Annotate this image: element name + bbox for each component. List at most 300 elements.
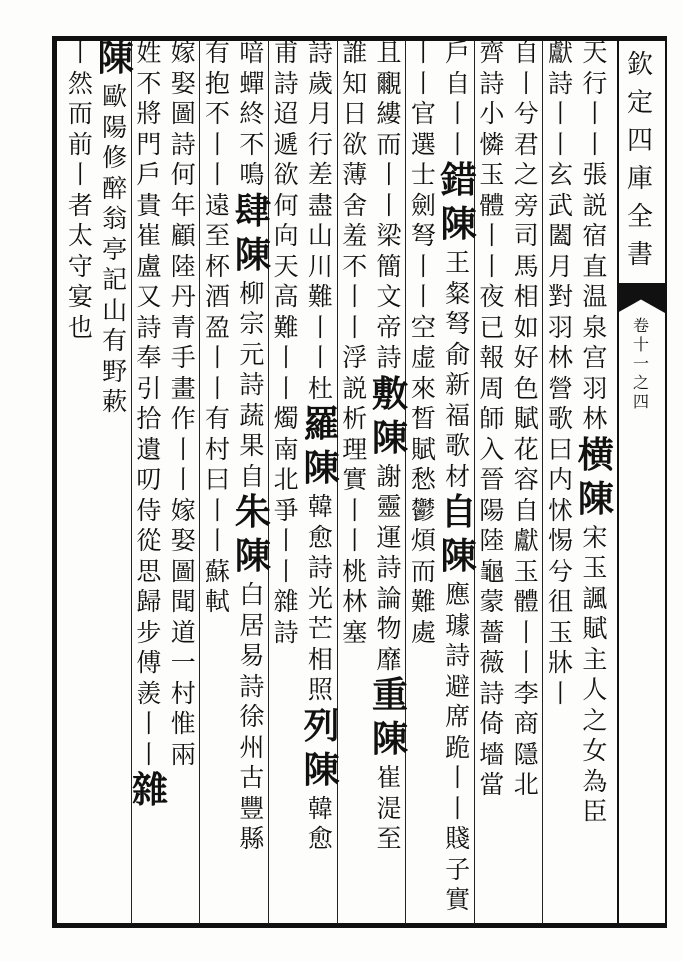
text-char: 崔 bbox=[376, 763, 402, 792]
text-char: 塞 bbox=[342, 617, 368, 647]
text-char: 高 bbox=[273, 282, 299, 311]
text-char: 歌 bbox=[548, 404, 574, 433]
headword-char: 羅 bbox=[303, 403, 340, 445]
headword-char: 陳 bbox=[97, 37, 134, 79]
text-char: 知 bbox=[342, 68, 368, 98]
text-char: 營 bbox=[548, 373, 574, 403]
repeat-mark: 丨 bbox=[205, 343, 231, 372]
text-char: 抱 bbox=[205, 68, 231, 98]
text-char: 崔 bbox=[136, 221, 162, 250]
text-char: 誰 bbox=[342, 38, 368, 67]
text-column bbox=[200, 40, 234, 924]
text-char: 顧 bbox=[170, 221, 196, 250]
text-char: 天 bbox=[273, 251, 299, 281]
text-char: 避 bbox=[445, 671, 471, 701]
text-char: 直 bbox=[582, 251, 608, 281]
text-char: 王 bbox=[445, 248, 471, 277]
text-char: 蘇 bbox=[205, 556, 231, 586]
text-char: 武 bbox=[548, 190, 574, 220]
text-char: 歌 bbox=[445, 431, 471, 460]
text-char: 惕 bbox=[548, 526, 574, 555]
text-char: 思 bbox=[136, 556, 162, 586]
text-char: 已 bbox=[479, 312, 505, 342]
headword-char: 雜 bbox=[131, 769, 168, 811]
text-char: 鬱 bbox=[410, 495, 436, 525]
text-char: 縣 bbox=[239, 824, 265, 853]
repeat-mark: 丨 bbox=[410, 251, 436, 281]
text-char: 易 bbox=[239, 641, 265, 670]
text-column bbox=[132, 40, 166, 924]
text-char: 臣 bbox=[582, 797, 608, 826]
text-char: 陸 bbox=[479, 526, 505, 555]
text-char: 物 bbox=[376, 614, 402, 643]
text-char: 靡 bbox=[376, 644, 402, 674]
text-char: 門 bbox=[136, 129, 162, 159]
text-char: 月 bbox=[548, 251, 574, 281]
headword-char: 陳 bbox=[303, 447, 340, 489]
text-char: 山 bbox=[102, 295, 128, 325]
text-char: 青 bbox=[170, 312, 196, 342]
text-char: 跪 bbox=[445, 732, 471, 762]
repeat-mark: 丨 bbox=[205, 129, 231, 159]
text-char: 遞 bbox=[273, 129, 299, 159]
text-char: 步 bbox=[136, 617, 162, 647]
text-char: 奉 bbox=[136, 343, 162, 372]
repeat-mark: 丨 bbox=[445, 129, 471, 159]
text-char: 行 bbox=[582, 68, 608, 98]
text-char: 戶 bbox=[136, 160, 162, 189]
text-char: 旁 bbox=[513, 190, 539, 220]
headword-char: 錯 bbox=[440, 159, 477, 201]
text-char: 自 bbox=[445, 68, 471, 98]
text-char: 色 bbox=[513, 373, 539, 403]
text-char: 墻 bbox=[479, 739, 505, 769]
text-char: 居 bbox=[239, 610, 265, 640]
text-char: 蟬 bbox=[239, 68, 265, 98]
text-char: 兮 bbox=[548, 556, 574, 586]
repeat-mark: 丨 bbox=[376, 160, 402, 189]
text-char: 帝 bbox=[376, 312, 402, 342]
text-char: 而 bbox=[410, 556, 436, 586]
text-char: 宫 bbox=[582, 343, 608, 372]
text-char: 古 bbox=[239, 763, 265, 792]
text-char: 詩 bbox=[170, 129, 196, 159]
text-char: 不 bbox=[239, 129, 265, 159]
text-char: 梁 bbox=[376, 221, 402, 250]
text-char: 君 bbox=[513, 129, 539, 159]
volume-char: 卷 bbox=[632, 316, 649, 335]
text-char: 韓 bbox=[307, 793, 333, 823]
text-char: 南 bbox=[273, 434, 299, 464]
text-char: 詩 bbox=[307, 553, 333, 582]
text-char: 爭 bbox=[273, 495, 299, 525]
text-char: 元 bbox=[239, 339, 265, 369]
text-char: 子 bbox=[445, 854, 471, 884]
repeat-mark: 丨 bbox=[205, 160, 231, 189]
text-char: 席 bbox=[445, 702, 471, 731]
text-char: 闔 bbox=[548, 221, 574, 250]
repeat-mark: 丨 bbox=[376, 190, 402, 220]
title-char: 四 bbox=[626, 126, 653, 156]
text-char: 丹 bbox=[170, 282, 196, 311]
text-char: 齊 bbox=[479, 38, 505, 67]
text-char: 兮 bbox=[513, 99, 539, 128]
text-char: 詩 bbox=[445, 641, 471, 670]
repeat-mark: 丨 bbox=[548, 99, 574, 128]
headword-char: 陳 bbox=[372, 416, 409, 459]
text-char: 村 bbox=[170, 678, 196, 708]
title-char: 定 bbox=[626, 88, 653, 118]
text-char: 玉 bbox=[582, 553, 608, 582]
repeat-mark: 丨 bbox=[136, 739, 162, 769]
text-column bbox=[509, 40, 543, 924]
repeat-mark: 丨 bbox=[342, 495, 368, 525]
text-char: 果 bbox=[239, 431, 265, 460]
text-char: 蔌 bbox=[102, 387, 128, 416]
text-char: 不 bbox=[136, 68, 162, 98]
text-char: 愈 bbox=[307, 522, 333, 552]
text-char: 詩 bbox=[479, 678, 505, 708]
text-char: 芒 bbox=[307, 614, 333, 643]
text-char: 向 bbox=[273, 221, 299, 250]
text-char: 欲 bbox=[273, 160, 299, 189]
text-char: 宋 bbox=[582, 522, 608, 552]
text-char: 光 bbox=[307, 583, 333, 613]
text-char: 曰 bbox=[548, 434, 574, 464]
repeat-mark: 丨 bbox=[410, 38, 436, 67]
text-char: 照 bbox=[307, 675, 333, 704]
text-char: 醉 bbox=[102, 173, 128, 203]
text-char: 亭 bbox=[102, 234, 128, 264]
text-char: 湜 bbox=[376, 793, 402, 823]
text-char: 新 bbox=[445, 370, 471, 399]
text-char: 温 bbox=[582, 282, 608, 311]
text-char: 盧 bbox=[136, 251, 162, 281]
text-char: 圖 bbox=[170, 99, 196, 128]
text-char: 如 bbox=[513, 312, 539, 342]
text-char: 愈 bbox=[307, 824, 333, 853]
repeat-mark: 丨 bbox=[479, 251, 505, 281]
text-char: 難 bbox=[307, 282, 333, 311]
text-char: 自 bbox=[513, 38, 539, 67]
text-char: 月 bbox=[307, 99, 333, 128]
text-char: 何 bbox=[170, 160, 196, 189]
text-char: 遺 bbox=[136, 434, 162, 464]
text-char: 煩 bbox=[410, 526, 436, 555]
repeat-mark: 丨 bbox=[67, 38, 93, 67]
text-char: 理 bbox=[342, 434, 368, 464]
text-column bbox=[269, 40, 303, 924]
text-char: 嫁 bbox=[170, 495, 196, 525]
text-char: 甫 bbox=[273, 38, 299, 67]
text-char: 對 bbox=[548, 282, 574, 311]
title-char: 庫 bbox=[626, 164, 653, 194]
text-char: 晳 bbox=[410, 404, 436, 433]
text-char: 夜 bbox=[479, 282, 505, 311]
headword-char: 陳 bbox=[234, 233, 271, 276]
headword-char: 陳 bbox=[234, 535, 271, 577]
headword-char: 陳 bbox=[372, 718, 409, 760]
text-char: 不 bbox=[205, 99, 231, 128]
text-char: 盡 bbox=[307, 190, 333, 220]
text-char: 薄 bbox=[342, 160, 368, 189]
text-char: 曰 bbox=[205, 465, 231, 494]
text-char: 好 bbox=[513, 343, 539, 372]
text-char: 燭 bbox=[273, 404, 299, 433]
text-char: 應 bbox=[445, 580, 471, 609]
repeat-mark: 丨 bbox=[513, 68, 539, 98]
text-char: 入 bbox=[479, 434, 505, 464]
text-char: 隱 bbox=[513, 739, 539, 769]
text-char: 宴 bbox=[67, 282, 93, 311]
text-char: 詩 bbox=[548, 68, 574, 98]
text-column bbox=[475, 40, 509, 924]
text-char: 玉 bbox=[513, 556, 539, 586]
text-char: 村 bbox=[205, 434, 231, 464]
repeat-mark: 丨 bbox=[548, 678, 574, 708]
text-char: 當 bbox=[479, 770, 505, 799]
text-char: 豐 bbox=[239, 793, 265, 823]
text-char: 林 bbox=[342, 587, 368, 616]
text-char: 憐 bbox=[479, 129, 505, 159]
text-char: 李 bbox=[513, 678, 539, 708]
text-char: 歲 bbox=[307, 68, 333, 98]
text-char: 弩 bbox=[445, 309, 471, 338]
volume-char: 十 bbox=[632, 335, 649, 354]
headword-char: 自 bbox=[440, 491, 477, 533]
text-char: 獻 bbox=[548, 38, 574, 67]
text-char: 貴 bbox=[136, 190, 162, 220]
text-char: 記 bbox=[102, 265, 128, 294]
text-char: 來 bbox=[410, 373, 436, 403]
text-char: 運 bbox=[376, 522, 402, 552]
text-char: 圖 bbox=[170, 556, 196, 586]
text-char: 白 bbox=[239, 580, 265, 609]
repeat-mark: 丨 bbox=[445, 793, 471, 823]
headword-char: 朱 bbox=[234, 491, 271, 533]
text-char: 主 bbox=[582, 644, 608, 674]
text-char: 娶 bbox=[170, 68, 196, 98]
text-column bbox=[97, 37, 134, 924]
text-char: 詩 bbox=[273, 617, 299, 647]
repeat-mark: 丨 bbox=[273, 526, 299, 555]
headword-char: 重 bbox=[372, 674, 409, 716]
text-char: 張 bbox=[582, 160, 608, 189]
text-char: 周 bbox=[479, 373, 505, 403]
text-char: 差 bbox=[307, 160, 333, 189]
text-column bbox=[303, 38, 340, 924]
text-char: 羽 bbox=[548, 312, 574, 342]
text-char: 雜 bbox=[273, 587, 299, 616]
text-char: 徂 bbox=[548, 587, 574, 616]
text-char: 至 bbox=[205, 221, 231, 250]
text-char: 容 bbox=[513, 465, 539, 494]
text-char: 將 bbox=[136, 99, 162, 128]
text-char: 馬 bbox=[513, 251, 539, 281]
text-char: 士 bbox=[410, 160, 436, 189]
text-char: 賤 bbox=[445, 824, 471, 853]
repeat-mark: 丨 bbox=[513, 617, 539, 647]
text-char: 又 bbox=[136, 282, 162, 311]
text-char: 傅 bbox=[136, 648, 162, 677]
repeat-mark: 丨 bbox=[479, 221, 505, 250]
text-char: 太 bbox=[67, 221, 93, 250]
text-char: 迢 bbox=[273, 99, 299, 128]
text-char: 修 bbox=[102, 143, 128, 172]
text-char: 獻 bbox=[513, 526, 539, 555]
text-char: 也 bbox=[67, 312, 93, 342]
text-char: 惟 bbox=[170, 709, 196, 738]
text-char: 終 bbox=[239, 99, 265, 128]
text-char: 至 bbox=[376, 824, 402, 853]
text-char: 欲 bbox=[342, 129, 368, 159]
text-column bbox=[441, 40, 475, 924]
text-char: 前 bbox=[67, 129, 93, 159]
text-char: 酒 bbox=[205, 282, 231, 311]
text-char: 鳴 bbox=[239, 160, 265, 189]
repeat-mark: 丨 bbox=[410, 68, 436, 98]
text-char: 羽 bbox=[582, 373, 608, 403]
repeat-mark: 丨 bbox=[342, 526, 368, 555]
text-char: 羞 bbox=[342, 221, 368, 250]
repeat-mark: 丨 bbox=[410, 282, 436, 311]
text-char: 覼 bbox=[376, 68, 402, 98]
text-char: 陸 bbox=[170, 251, 196, 281]
text-char: 説 bbox=[342, 373, 368, 403]
text-char: 宿 bbox=[582, 221, 608, 250]
headword-char: 陳 bbox=[440, 203, 477, 245]
text-char: 何 bbox=[273, 190, 299, 220]
text-char: 娶 bbox=[170, 526, 196, 555]
repeat-mark: 丨 bbox=[307, 343, 333, 372]
text-char: 謝 bbox=[376, 461, 402, 491]
text-char: 司 bbox=[513, 221, 539, 250]
repeat-mark: 丨 bbox=[170, 434, 196, 464]
repeat-mark: 丨 bbox=[273, 556, 299, 586]
repeat-mark: 丨 bbox=[582, 99, 608, 128]
repeat-mark: 丨 bbox=[67, 160, 93, 189]
text-char: 虚 bbox=[410, 343, 436, 372]
text-char: 嫁 bbox=[170, 38, 196, 67]
headword-char: 肆 bbox=[234, 189, 271, 232]
text-char: 山 bbox=[307, 221, 333, 250]
text-char: 選 bbox=[410, 129, 436, 159]
text-char: 實 bbox=[342, 465, 368, 494]
title-char: 書 bbox=[626, 240, 653, 270]
text-char: 守 bbox=[67, 251, 93, 281]
text-char: 道 bbox=[170, 617, 196, 647]
text-char: 花 bbox=[513, 434, 539, 464]
text-char: 川 bbox=[307, 251, 333, 281]
text-char: 者 bbox=[67, 190, 93, 220]
text-char: 杯 bbox=[205, 251, 231, 281]
text-char: 詩 bbox=[376, 343, 402, 372]
text-char: 舍 bbox=[342, 190, 368, 220]
text-char: 翁 bbox=[102, 204, 128, 233]
text-char: 羨 bbox=[136, 678, 162, 708]
text-char: 而 bbox=[376, 129, 402, 159]
title-char: 欽 bbox=[626, 50, 653, 80]
text-char: 報 bbox=[479, 343, 505, 372]
text-column bbox=[63, 40, 97, 924]
repeat-mark: 丨 bbox=[205, 495, 231, 525]
text-char: 文 bbox=[376, 282, 402, 311]
text-char: 叨 bbox=[136, 465, 162, 494]
headword-char: 陳 bbox=[440, 535, 477, 577]
text-char: 説 bbox=[582, 190, 608, 220]
repeat-mark: 丨 bbox=[445, 99, 471, 128]
text-char: 愁 bbox=[410, 465, 436, 494]
text-char: 體 bbox=[479, 190, 505, 220]
text-char: 泉 bbox=[582, 312, 608, 342]
text-char: 畫 bbox=[170, 373, 196, 403]
text-char: 盈 bbox=[205, 312, 231, 342]
text-char: 詩 bbox=[136, 312, 162, 342]
text-char: 日 bbox=[342, 99, 368, 128]
text-char: 空 bbox=[410, 312, 436, 342]
text-char: 相 bbox=[307, 644, 333, 674]
text-char: 詩 bbox=[239, 370, 265, 399]
text-char: 柳 bbox=[239, 278, 265, 308]
text-char: 有 bbox=[102, 326, 128, 355]
text-column bbox=[543, 40, 577, 924]
text-char: 聞 bbox=[170, 587, 196, 616]
repeat-mark: 丨 bbox=[582, 129, 608, 159]
volume-char: 四 bbox=[632, 392, 649, 411]
headword-char: 横 bbox=[577, 433, 614, 476]
repeat-mark: 丨 bbox=[170, 465, 196, 494]
text-char: 難 bbox=[410, 587, 436, 616]
text-char: 難 bbox=[273, 312, 299, 342]
text-char: 林 bbox=[582, 404, 608, 433]
repeat-mark: 丨 bbox=[548, 129, 574, 159]
text-char: 賦 bbox=[582, 614, 608, 643]
text-char: 詩 bbox=[307, 38, 333, 67]
text-char: 體 bbox=[513, 587, 539, 616]
text-char: 而 bbox=[67, 99, 93, 128]
repeat-mark: 丨 bbox=[136, 709, 162, 738]
text-char: 粲 bbox=[445, 278, 471, 308]
text-char: 女 bbox=[582, 736, 608, 765]
text-column bbox=[235, 40, 269, 924]
text-char: 徐 bbox=[239, 702, 265, 731]
text-char: 有 bbox=[205, 404, 231, 433]
text-char: 陽 bbox=[102, 112, 128, 142]
text-char: 論 bbox=[376, 583, 402, 613]
text-char: 陽 bbox=[479, 495, 505, 525]
text-char: 怵 bbox=[548, 495, 574, 525]
text-char: 軾 bbox=[205, 587, 231, 616]
text-char: 龜 bbox=[479, 556, 505, 586]
text-char: 蒙 bbox=[479, 587, 505, 616]
text-char: 北 bbox=[513, 770, 539, 799]
text-char: 人 bbox=[582, 675, 608, 704]
volume-char: 之 bbox=[632, 373, 649, 392]
text-char: 年 bbox=[170, 190, 196, 220]
text-char: 材 bbox=[445, 461, 471, 491]
text-char: 手 bbox=[170, 343, 196, 372]
text-char: 浮 bbox=[342, 343, 368, 372]
text-char: 兩 bbox=[170, 739, 196, 769]
repeat-mark: 丨 bbox=[513, 648, 539, 677]
repeat-mark: 丨 bbox=[205, 526, 231, 555]
text-char: 行 bbox=[307, 129, 333, 159]
text-char: 福 bbox=[445, 400, 471, 430]
headword-char: 敷 bbox=[372, 372, 409, 415]
book-title bbox=[620, 52, 660, 280]
repeat-mark: 丨 bbox=[445, 763, 471, 792]
text-char: 薔 bbox=[479, 617, 505, 647]
